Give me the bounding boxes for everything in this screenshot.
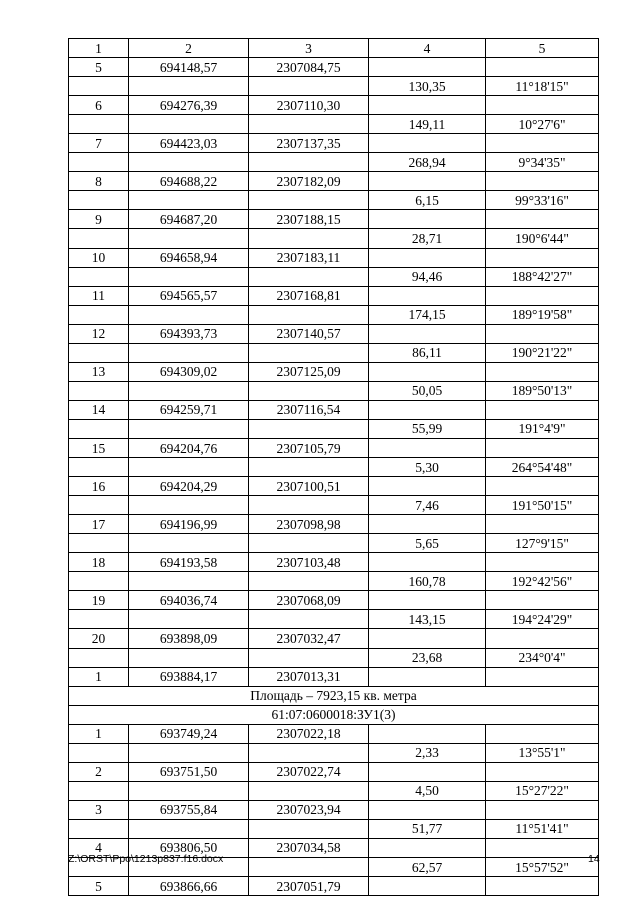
table-cell-col3	[249, 229, 369, 248]
table-cell-col4: 86,11	[369, 343, 486, 362]
table-cell-col5	[486, 210, 599, 229]
table-cell-col4: 7,46	[369, 496, 486, 515]
table-cell-col2: 694196,99	[129, 515, 249, 534]
table-cell-col4: 62,57	[369, 858, 486, 877]
table-cell-col5: 99°33'16"	[486, 191, 599, 210]
table-cell-col4	[369, 553, 486, 572]
table-cell-col4	[369, 134, 486, 153]
point-row	[69, 629, 599, 648]
segment-row	[69, 153, 599, 172]
table-cell-col1: 7	[69, 134, 129, 153]
table-cell-col3: 2307116,54	[249, 400, 369, 419]
table-cell-col1: 20	[69, 629, 129, 648]
table-cell-col4	[369, 800, 486, 819]
table-cell-col2: 694423,03	[129, 134, 249, 153]
table-cell-col5	[486, 96, 599, 115]
table-cell-col3: 2307103,48	[249, 553, 369, 572]
table-cell-col4: 28,71	[369, 229, 486, 248]
table-cell-col2	[129, 743, 249, 762]
segment-row	[69, 458, 599, 477]
table-cell-col5: 192°42'56"	[486, 572, 599, 591]
table-cell-col3: 2307022,18	[249, 724, 369, 743]
table-cell-col3: 2307051,79	[249, 877, 369, 896]
segment-row	[69, 648, 599, 667]
table-cell-col2: 694687,20	[129, 210, 249, 229]
table-cell-col4: 23,68	[369, 648, 486, 667]
segment-row	[69, 819, 599, 838]
table-cell-col4	[369, 58, 486, 77]
table-cell-col1: 17	[69, 515, 129, 534]
point-row	[69, 96, 599, 115]
point-row	[69, 667, 599, 686]
table-cell-col3	[249, 153, 369, 172]
table-cell-col2: 693749,24	[129, 724, 249, 743]
table-cell-col3: 2307137,35	[249, 134, 369, 153]
table-cell-col5	[486, 134, 599, 153]
table-cell-col3: 2307125,09	[249, 362, 369, 381]
table-cell-col3	[249, 419, 369, 438]
table-cell-col3: 2307068,09	[249, 591, 369, 610]
table-cell-col2	[129, 819, 249, 838]
table-cell-col4: 143,15	[369, 610, 486, 629]
table-cell-col1	[69, 743, 129, 762]
table-cell-col2: 694309,02	[129, 362, 249, 381]
table-cell-col1	[69, 534, 129, 553]
table-cell-col5	[486, 248, 599, 267]
table-cell-col5: 194°24'29"	[486, 610, 599, 629]
segment-row	[69, 610, 599, 629]
table-cell-col5	[486, 324, 599, 343]
table-cell-col1: 1	[69, 667, 129, 686]
table-cell-col2	[129, 496, 249, 515]
segment-row	[69, 229, 599, 248]
point-row	[69, 134, 599, 153]
table-cell-col1: 3	[69, 800, 129, 819]
segment-row	[69, 496, 599, 515]
segment-row	[69, 534, 599, 553]
table-cell-col2: 693751,50	[129, 762, 249, 781]
table-cell-col4	[369, 438, 486, 457]
table-cell-col4: 130,35	[369, 77, 486, 96]
section-cell: 61:07:0600018:ЗУ1(3)	[69, 705, 599, 724]
point-row	[69, 248, 599, 267]
table-cell-col2	[129, 648, 249, 667]
point-row	[69, 286, 599, 305]
table-cell-col2: 694204,76	[129, 438, 249, 457]
table-cell-col3	[249, 819, 369, 838]
table-cell-col2: 693898,09	[129, 629, 249, 648]
point-row	[69, 58, 599, 77]
table-cell-col2	[129, 534, 249, 553]
table-cell-col2: 694658,94	[129, 248, 249, 267]
table-cell-col5	[486, 629, 599, 648]
point-row	[69, 172, 599, 191]
table-cell-col4	[369, 400, 486, 419]
table-cell-col4	[369, 362, 486, 381]
table-cell-col1: 10	[69, 248, 129, 267]
table-cell-col2	[129, 191, 249, 210]
table-cell-col5	[486, 724, 599, 743]
table-cell-col3	[249, 610, 369, 629]
table-cell-col2	[129, 153, 249, 172]
table-cell-col2	[129, 229, 249, 248]
table-cell-col5: 13°55'1"	[486, 743, 599, 762]
table-cell-col3: 2307023,94	[249, 800, 369, 819]
table-cell-col5	[486, 362, 599, 381]
point-row	[69, 477, 599, 496]
segment-row	[69, 305, 599, 324]
table-cell-col4: 174,15	[369, 305, 486, 324]
header-cell-3: 3	[249, 39, 369, 58]
table-cell-col3: 2307168,81	[249, 286, 369, 305]
section-cell: Площадь – 7923,15 кв. метра	[69, 686, 599, 705]
table-cell-col4	[369, 96, 486, 115]
table-cell-col2	[129, 381, 249, 400]
table-cell-col4: 149,11	[369, 115, 486, 134]
header-cell-5: 5	[486, 39, 599, 58]
table-cell-col5	[486, 515, 599, 534]
table-cell-col2: 693755,84	[129, 800, 249, 819]
table-cell-col2: 694148,57	[129, 58, 249, 77]
table-cell-col5: 11°51'41"	[486, 819, 599, 838]
table-cell-col4: 50,05	[369, 381, 486, 400]
table-cell-col1: 8	[69, 172, 129, 191]
table-cell-col3	[249, 115, 369, 134]
table-cell-col1: 5	[69, 877, 129, 896]
table-cell-col1	[69, 229, 129, 248]
table-cell-col1	[69, 305, 129, 324]
table-cell-col3	[249, 458, 369, 477]
table-cell-col1	[69, 191, 129, 210]
table-cell-col5: 127°9'15"	[486, 534, 599, 553]
table-cell-col2: 694393,73	[129, 324, 249, 343]
table-cell-col2: 694259,71	[129, 400, 249, 419]
table-cell-col1: 11	[69, 286, 129, 305]
table-cell-col1: 12	[69, 324, 129, 343]
table-cell-col1	[69, 648, 129, 667]
segment-row	[69, 191, 599, 210]
table-cell-col4	[369, 515, 486, 534]
table-cell-col5: 191°4'9"	[486, 419, 599, 438]
table-cell-col1	[69, 153, 129, 172]
point-row	[69, 553, 599, 572]
table-cell-col5	[486, 838, 599, 857]
header-cell-1: 1	[69, 39, 129, 58]
point-row	[69, 724, 599, 743]
point-row	[69, 515, 599, 534]
table-cell-col3: 2307183,11	[249, 248, 369, 267]
coordinates-table	[68, 38, 599, 896]
point-row	[69, 800, 599, 819]
table-cell-col4: 268,94	[369, 153, 486, 172]
table-cell-col3	[249, 572, 369, 591]
table-cell-col5	[486, 438, 599, 457]
table-cell-col4	[369, 248, 486, 267]
table-cell-col1: 18	[69, 553, 129, 572]
table-cell-col1: 6	[69, 96, 129, 115]
table-cell-col5: 9°34'35"	[486, 153, 599, 172]
point-row	[69, 362, 599, 381]
table-cell-col2: 693866,66	[129, 877, 249, 896]
table-cell-col3	[249, 858, 369, 877]
table-cell-col5	[486, 667, 599, 686]
table-cell-col4: 4,50	[369, 781, 486, 800]
table-cell-col4: 55,99	[369, 419, 486, 438]
table-cell-col5: 234°0'4"	[486, 648, 599, 667]
header-cell-4: 4	[369, 39, 486, 58]
table-cell-col4	[369, 591, 486, 610]
table-cell-col2: 694193,58	[129, 553, 249, 572]
table-cell-col4: 5,65	[369, 534, 486, 553]
table-cell-col1	[69, 458, 129, 477]
table-cell-col1	[69, 496, 129, 515]
table-cell-col3: 2307084,75	[249, 58, 369, 77]
table-cell-col1	[69, 267, 129, 286]
table-cell-col4: 160,78	[369, 572, 486, 591]
table-cell-col3: 2307110,30	[249, 96, 369, 115]
table-cell-col3	[249, 496, 369, 515]
table-cell-col5: 11°18'15"	[486, 77, 599, 96]
segment-row	[69, 381, 599, 400]
table-section-row	[69, 686, 599, 705]
table-cell-col5	[486, 800, 599, 819]
table-cell-col5: 189°50'13"	[486, 381, 599, 400]
table-cell-col2	[129, 458, 249, 477]
table-cell-col3	[249, 781, 369, 800]
footer-page-number: 14	[588, 853, 600, 865]
point-row	[69, 400, 599, 419]
table-cell-col1	[69, 343, 129, 362]
table-cell-col5: 188°42'27"	[486, 267, 599, 286]
table-cell-col2: 693884,17	[129, 667, 249, 686]
table-cell-col5	[486, 553, 599, 572]
table-cell-col5: 264°54'48"	[486, 458, 599, 477]
table-cell-col1	[69, 115, 129, 134]
table-cell-col5: 191°50'15"	[486, 496, 599, 515]
table-cell-col5	[486, 172, 599, 191]
table-cell-col2	[129, 115, 249, 134]
table-cell-col5	[486, 400, 599, 419]
table-cell-col5	[486, 58, 599, 77]
table-cell-col1	[69, 381, 129, 400]
table-cell-col4	[369, 762, 486, 781]
point-row	[69, 210, 599, 229]
table-cell-col4	[369, 172, 486, 191]
table-cell-col5: 15°57'52"	[486, 858, 599, 877]
footer-file-path: Z:\ORST\Ppo\1213p837.f16.docx	[68, 853, 224, 865]
segment-row	[69, 115, 599, 134]
table-cell-col3	[249, 305, 369, 324]
table-cell-col1: 15	[69, 438, 129, 457]
table-cell-col2	[129, 419, 249, 438]
table-cell-col4	[369, 724, 486, 743]
table-cell-col1: 5	[69, 58, 129, 77]
table-cell-col2	[129, 305, 249, 324]
table-cell-col2	[129, 77, 249, 96]
table-cell-col3	[249, 343, 369, 362]
table-cell-col4: 5,30	[369, 458, 486, 477]
table-cell-col3	[249, 648, 369, 667]
table-cell-col3: 2307105,79	[249, 438, 369, 457]
table-cell-col1: 19	[69, 591, 129, 610]
table-cell-col2: 694688,22	[129, 172, 249, 191]
table-cell-col3: 2307032,47	[249, 629, 369, 648]
table-cell-col2: 694204,29	[129, 477, 249, 496]
table-cell-col4: 94,46	[369, 267, 486, 286]
table-cell-col4	[369, 324, 486, 343]
point-row	[69, 591, 599, 610]
table-cell-col1: 16	[69, 477, 129, 496]
table-cell-col3	[249, 534, 369, 553]
segment-row	[69, 267, 599, 286]
table-cell-col3	[249, 381, 369, 400]
table-header-row	[69, 39, 599, 58]
point-row	[69, 438, 599, 457]
table-cell-col4	[369, 838, 486, 857]
table-cell-col3: 2307100,51	[249, 477, 369, 496]
table-cell-col4: 6,15	[369, 191, 486, 210]
table-cell-col1	[69, 610, 129, 629]
table-cell-col1	[69, 781, 129, 800]
table-cell-col3: 2307022,74	[249, 762, 369, 781]
table-cell-col1	[69, 572, 129, 591]
header-cell-2: 2	[129, 39, 249, 58]
table-cell-col5	[486, 477, 599, 496]
table-cell-col4: 51,77	[369, 819, 486, 838]
segment-row	[69, 572, 599, 591]
table-cell-col5	[486, 286, 599, 305]
table-cell-col3: 2307034,58	[249, 838, 369, 857]
table-cell-col5: 190°6'44"	[486, 229, 599, 248]
table-cell-col3: 2307098,98	[249, 515, 369, 534]
table-cell-col1: 1	[69, 724, 129, 743]
table-cell-col5: 190°21'22"	[486, 343, 599, 362]
table-cell-col1: 14	[69, 400, 129, 419]
table-cell-col1	[69, 77, 129, 96]
segment-row	[69, 743, 599, 762]
table-cell-col3	[249, 267, 369, 286]
point-row	[69, 877, 599, 896]
table-cell-col5	[486, 877, 599, 896]
table-cell-col3	[249, 743, 369, 762]
table-cell-col3: 2307182,09	[249, 172, 369, 191]
table-cell-col2: 694565,57	[129, 286, 249, 305]
table-cell-col2	[129, 781, 249, 800]
table-cell-col3: 2307013,31	[249, 667, 369, 686]
table-cell-col1	[69, 419, 129, 438]
table-cell-col1: 13	[69, 362, 129, 381]
table-cell-col1: 4	[69, 838, 129, 857]
table-cell-col5: 189°19'58"	[486, 305, 599, 324]
table-section-row	[69, 705, 599, 724]
table-cell-col1	[69, 819, 129, 838]
segment-row	[69, 343, 599, 362]
table-cell-col2	[129, 343, 249, 362]
table-cell-col2: 693806,50	[129, 838, 249, 857]
table-cell-col1: 2	[69, 762, 129, 781]
table-cell-col5	[486, 762, 599, 781]
table-cell-col2	[129, 267, 249, 286]
point-row	[69, 762, 599, 781]
table-cell-col4	[369, 477, 486, 496]
table-cell-col5	[486, 591, 599, 610]
table-cell-col3: 2307140,57	[249, 324, 369, 343]
table-cell-col2	[129, 610, 249, 629]
table-cell-col5: 10°27'6"	[486, 115, 599, 134]
table-cell-col1: 9	[69, 210, 129, 229]
segment-row	[69, 77, 599, 96]
table-cell-col3: 2307188,15	[249, 210, 369, 229]
coordinates-table-body	[69, 39, 599, 896]
table-cell-col3	[249, 77, 369, 96]
table-cell-col2	[129, 572, 249, 591]
table-cell-col4	[369, 286, 486, 305]
point-row	[69, 324, 599, 343]
table-cell-col3	[249, 191, 369, 210]
table-cell-col4	[369, 877, 486, 896]
table-cell-col4: 2,33	[369, 743, 486, 762]
table-cell-col2: 694036,74	[129, 591, 249, 610]
segment-row	[69, 419, 599, 438]
segment-row	[69, 781, 599, 800]
table-cell-col4	[369, 629, 486, 648]
table-cell-col4	[369, 210, 486, 229]
table-cell-col2: 694276,39	[129, 96, 249, 115]
table-cell-col4	[369, 667, 486, 686]
table-cell-col5: 15°27'22"	[486, 781, 599, 800]
